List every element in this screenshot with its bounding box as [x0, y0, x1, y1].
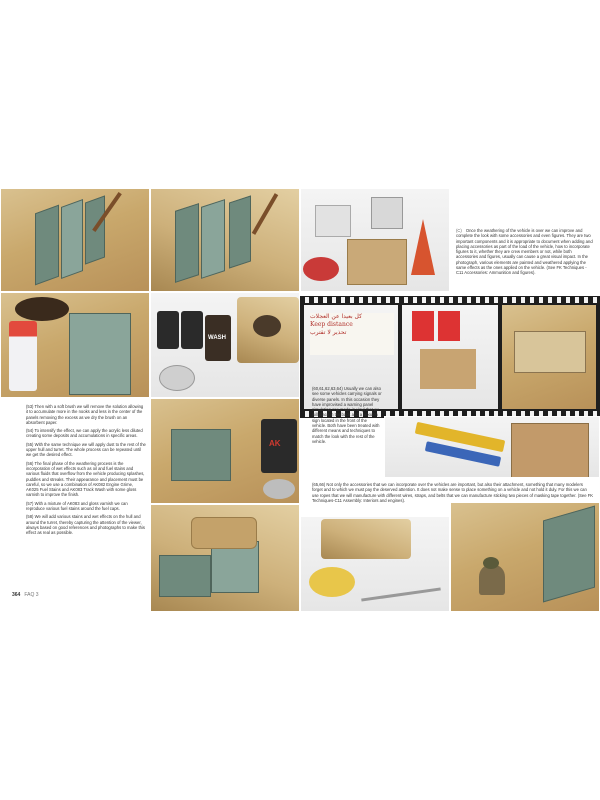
- attachments-paragraph: (65,66) Not only the accessories that we can incorporate over the vehicles are important, but also their attachment, something that many modelers forget and to which we must pay the deserved attention. It does not make sense to place something on a vehicle and not hold it duly. For this we can use ropes that we will manufacture with different wires, straps, and belts that we can manufacture sticking two pieces of masking tape together. (See FK Techniques-C11 Assembly: Interiors and engines).: [312, 482, 594, 503]
- photo-turret-wet: [150, 504, 300, 612]
- photo-wooden-panel: [402, 305, 498, 409]
- photo-vehicle-figure: [450, 502, 600, 612]
- ak-label: AK: [269, 439, 281, 448]
- left-body-text: [26, 404, 146, 539]
- wash-bottle: [205, 315, 231, 361]
- photo-masking-tape: [300, 516, 450, 612]
- wash-label: WASH: [208, 335, 226, 341]
- sign-line-1: كل بعيدا عن العجلات: [310, 313, 362, 320]
- arabic-warning-sticker: [310, 313, 394, 355]
- paragraph-54: (54) To intensify the effect, we can apply the acrylic less diluted creating some deposits and accumulations in specific areas.: [26, 428, 143, 439]
- paragraph-57: (57) With a mixture of AK083 and gloss varnish we can reproduce various fuel stains around the fuel caps.: [26, 500, 128, 512]
- photo-glue-tubes: [384, 416, 600, 478]
- photo-hull-brush: [0, 188, 150, 292]
- left-page: [0, 188, 300, 612]
- photo-fuel-stains: [150, 398, 300, 504]
- photo-vehicle-rear: [502, 305, 596, 409]
- ak-bottle: [261, 419, 297, 473]
- sign-line-2: Keep distance: [310, 321, 353, 328]
- right-top-text: [456, 228, 594, 279]
- right-mid-text: [312, 386, 382, 447]
- sign-line-3: تحذير لا تقترب: [310, 329, 347, 336]
- photo-products: [150, 292, 300, 398]
- accessories-paragraph: Once the weathering of the vehicle is over we can improve and complete the look with some accessories and even figures. They are two important components and it is appropriate to document when adding and placing accessories as part of the load of the vehicle, how to incorporate figures to it, whether they are crew members or not, while both accessories and figures, usually can cause a great visual impact. In the photograph, various elements are painted and weathered applying the same effects as the ones applied on the vehicle. (See FK Techniques - C11 Accessories: Ammunition and figures).: [456, 228, 593, 276]
- section-name: FAQ 3: [24, 592, 39, 598]
- photo-dust-bottle: [0, 292, 150, 398]
- magazine-spread: [0, 188, 600, 612]
- photo-accessories: [300, 188, 450, 292]
- paragraph-55: (55) With the same technique we will apply dust to the rest of the upper hull and turret. The whole process can be repeated until we get the desired effect.: [26, 441, 146, 458]
- paragraph-56: (56) The final phase of the weathering process is the incorporation of wet effects such as oil and fuel stains and various fluids that overflow from the vehicle producing splashes, puddles and streaks. Their appearance and placement must be careful, so we use a combination of AK082 Engine Grime, AK025 Fuel Stains and AK083 Track Wash with some gloss varnish to improve the finish.: [26, 460, 145, 498]
- acrylic-bottle: [9, 321, 37, 391]
- paragraph-53: (53) Then with a soft brush we will remove the solution allowing it to accumulate more in the nooks and less in the center of the panels removing the excess as we dry the brush on an absorbent paper.: [26, 404, 144, 425]
- caption-label: (C): [456, 228, 462, 233]
- page-number: 364: [12, 592, 21, 598]
- signs-paragraph: (60,61,62,63,64) Usually we can also see some vehicles carrying signals or diverse panels. In this occasion they have improvised a warning panel simulating one made in vinyl that we will place in the back and a wooden sign located in the front of the vehicle. Both have been treated with different means and techniques to match the look with the rest of the vehicle.: [312, 386, 382, 444]
- paragraph-58: (58) We will add various stains and wet effects on the hull and around the turret, thereby capturing the attention of the viewer, always based on good references and photographs to make this effect as real as possible.: [26, 514, 145, 536]
- page-folio: [12, 592, 39, 598]
- photo-hull-acrylic: [150, 188, 300, 292]
